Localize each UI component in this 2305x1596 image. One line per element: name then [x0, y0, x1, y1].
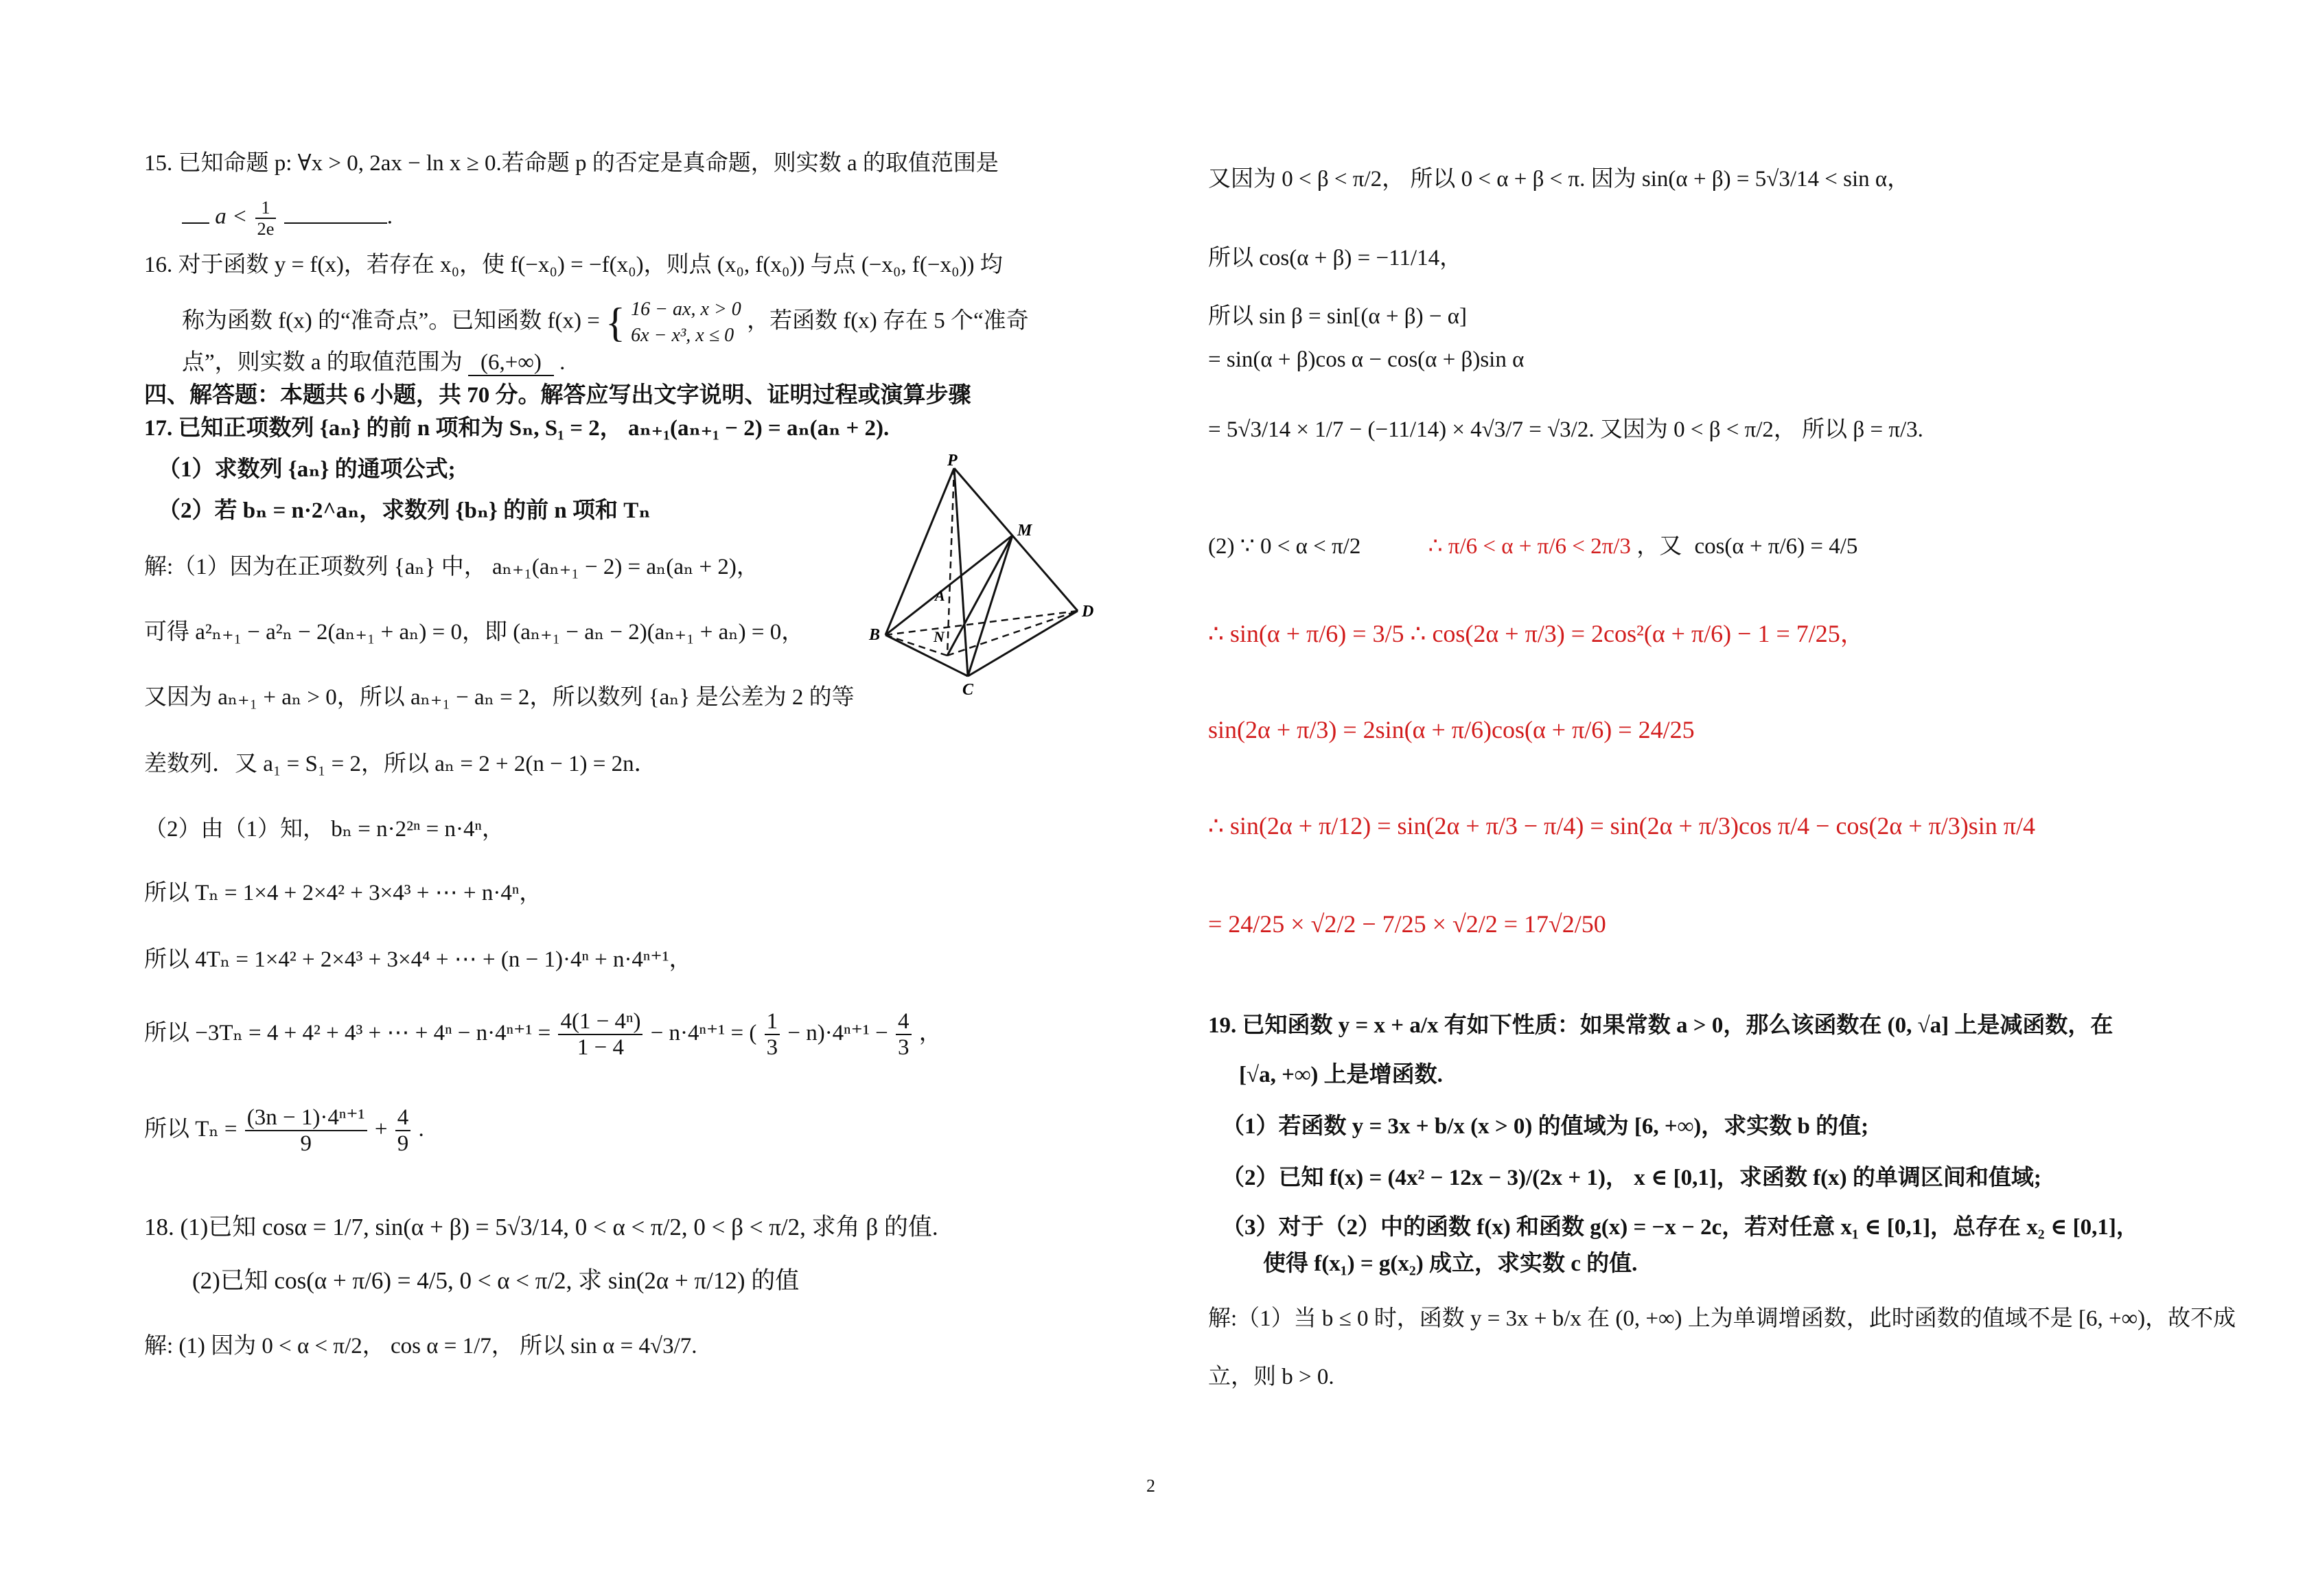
q18-part2-line1: (2) ∵ 0 < α < π/2 ∴ π/6 < α + π/6 < 2π/3 ，又 cos(α + π/6) = 4/5	[1208, 534, 1858, 559]
q19-part3b: 使得 f(x₁) = g(x₂) 成立，求实数 c 的值.	[1263, 1251, 1638, 1276]
q17-part1: （1）求数列 {aₙ} 的通项公式;	[158, 457, 456, 482]
vertex-n-label: N	[934, 628, 945, 645]
q19-line2: [√a, +∞) 上是增函数.	[1239, 1063, 1443, 1087]
q16-line3: 点”，则实数 a 的取值范围为 (6,+∞) .	[182, 350, 566, 375]
q17-sol-2: 可得 a²ₙ₊₁ − a²ₙ − 2(aₙ₊₁ + aₙ) = 0，即 (aₙ₊₁ − aₙ − 2)(aₙ₊₁ + aₙ) = 0，	[144, 620, 804, 645]
q17-sol-8: 所以 −3Tₙ = 4 + 4² + 4³ + ⋯ + 4ⁿ − n·4ⁿ⁺¹ = $\frac{\text{4(1 − 4ⁿ)}}{1 - 4}$ − n·4ⁿ⁺¹ = ( $\frac{1}{3}$ − n)·4ⁿ⁺¹ − $\frac{4}{3}$ ，	[144, 1009, 942, 1061]
vertex-m-label: M	[1017, 522, 1032, 540]
q18-sol-r1: 又因为 0 < β < π/2， 所以 0 < α + β < π. 因为 sin(α + β) = 5√3/14 < sin α，	[1208, 167, 1910, 192]
q17-sol-5: （2）由（1）知， bₙ = n·2²ⁿ = n·4ⁿ，	[144, 817, 505, 842]
q15-answer: a < $\frac{1}{2e}$ .	[182, 198, 393, 239]
section-4-heading: 四、解答题：本题共 6 小题，共 70 分。解答应写出文字说明、证明过程或演算步骤	[144, 383, 971, 408]
q17-sol-6: 所以 Tₙ = 1×4 + 2×4² + 3×4³ + ⋯ + n·4ⁿ，	[144, 881, 542, 905]
q18-sol-1: 解: (1) 因为 0 < α < π/2， cos α = 1/7， 所以 sin α = 4√3/7.	[144, 1334, 697, 1358]
q18-part2-line4: ∴ sin(2α + π/12) = sin(2α + π/3 − π/4) = sin(2α + π/3)cos π/4 − cos(2α + π/3)sin π/4	[1208, 812, 2035, 840]
page-number: 2	[1146, 1476, 1155, 1496]
vertex-a-label: A	[935, 587, 945, 604]
tetrahedron-figure	[865, 453, 1112, 700]
q18-part2-line5: = 24/25 × √2/2 − 7/25 × √2/2 = 17√2/50	[1208, 910, 1606, 938]
q15-line: 15. 已知命题 p: ∀x > 0, 2ax − ln x ≥ 0.若命题 p 的否定是真命题，则实数 a 的取值范围是	[144, 151, 999, 176]
q18-sol-r4: = sin(α + β)cos α − cos(α + β)sin α	[1208, 347, 1525, 372]
vertex-c-label: C	[962, 681, 974, 699]
q17-sol-7: 所以 4Tₙ = 1×4² + 2×4³ + 3×4⁴ + ⋯ + (n − 1)·4ⁿ + n·4ⁿ⁺¹，	[144, 947, 692, 972]
q19-sol-1: 解:（1）当 b ≤ 0 时，函数 y = 3x + b/x 在 (0, +∞) 上为单调增函数，此时函数的值域不是 [6, +∞)，故不成	[1208, 1306, 2236, 1331]
q18-part2-line2: ∴ sin(α + π/6) = 3/5 ∴ cos(2α + π/3) = 2cos²(α + π/6) − 1 = 7/25，	[1208, 620, 1865, 647]
q18-part2-line3: sin(2α + π/3) = 2sin(α + π/6)cos(α + π/6) = 24/25	[1208, 716, 1695, 743]
q17-sol-4: 差数列．又 a₁ = S₁ = 2，所以 aₙ = 2 + 2(n − 1) = 2n．	[144, 752, 657, 776]
q19-part1: （1）若函数 y = 3x + b/x (x > 0) 的值域为 [6, +∞)，求实数 b 的值;	[1222, 1114, 1869, 1139]
q18-sol-r5: = 5√3/14 × 1/7 − (−11/14) × 4√3/7 = √3/2. 又因为 0 < β < π/2， 所以 β = π/3.	[1208, 417, 1923, 442]
q16-line1: 16. 对于函数 y = f(x)，若存在 x₀，使 f(−x₀) = −f(x₀)，则点 (x₀, f(x₀)) 与点 (−x₀, f(−x₀)) 均	[144, 253, 1003, 277]
vertex-b-label: B	[869, 626, 881, 644]
q18-line2: (2)已知 cos(α + π/6) = 4/5, 0 < α < π/2, 求 sin(2α + π/12) 的值	[192, 1267, 800, 1294]
q19-line1: 19. 已知函数 y = x + a/x 有如下性质：如果常数 a > 0，那么该函数在 (0, √a] 上是减函数，在	[1208, 1013, 2113, 1038]
vertex-d-label: D	[1082, 603, 1094, 621]
q16-line2: 称为函数 f(x) 的“准奇点”。已知函数 f(x) = { 16 − ax, x > 0 6x − x³, x ≤ 0 ，若函数 f(x) 存在 5 个“准奇	[182, 299, 1029, 346]
q17-part2: （2）若 bₙ = n·2^aₙ，求数列 {bₙ} 的前 n 项和 Tₙ	[158, 498, 651, 523]
q18-sol-r2: 所以 cos(α + β) = −11/14，	[1208, 246, 1463, 270]
q17-sol-3: 又因为 aₙ₊₁ + aₙ > 0，所以 aₙ₊₁ − aₙ = 2，所以数列 {aₙ} 是公差为 2 的等	[144, 685, 855, 710]
q18-line1: 18. (1)已知 cosα = 1/7, sin(α + β) = 5√3/14, 0 < α < π/2, 0 < β < π/2, 求角 β 的值.	[144, 1214, 938, 1240]
vertex-p-label: P	[947, 453, 958, 470]
q19-sol-2: 立，则 b > 0.	[1208, 1365, 1334, 1389]
q18-sol-r3: 所以 sin β = sin[(α + β) − α]	[1208, 304, 1467, 329]
q17-sol-9: 所以 Tₙ = $\frac{\text{(3n − 1)·4ⁿ⁺¹}}{9}$ + $\frac{4}{9}$ .	[144, 1105, 424, 1157]
q17-sol-1: 解:（1）因为在正项数列 {aₙ} 中， aₙ₊₁(aₙ₊₁ − 2) = aₙ(aₙ + 2)，	[144, 555, 759, 579]
q16-answer: (6,+∞)	[468, 350, 554, 376]
q19-part3: （3）对于（2）中的函数 f(x) 和函数 g(x) = −x − 2c，若对任意 x₁ ∈ [0,1]，总存在 x₂ ∈ [0,1]，	[1222, 1215, 2139, 1240]
q19-part2: （2）已知 f(x) = (4x² − 12x − 3)/(2x + 1)， x ∈ [0,1]，求函数 f(x) 的单调区间和值域;	[1222, 1166, 2041, 1190]
q17-title: 17. 已知正项数列 {aₙ} 的前 n 项和为 Sₙ, S₁ = 2， aₙ₊₁(aₙ₊₁ − 2) = aₙ(aₙ + 2).	[144, 416, 890, 441]
